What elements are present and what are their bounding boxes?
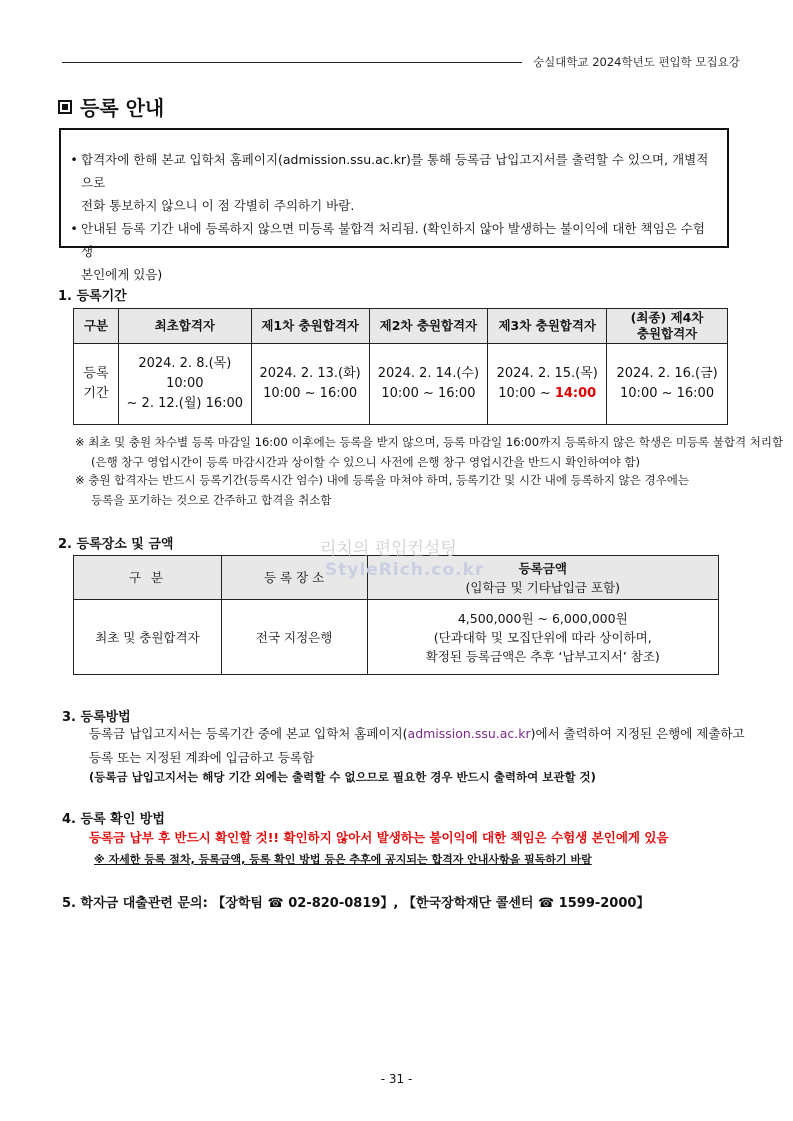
table-cell: 전국 지정은행: [221, 600, 367, 675]
section-4-heading: 4. 등록 확인 방법: [62, 812, 165, 827]
notice-item: • 합격자에 한해 본교 입학처 홈페이지(admission.ssu.ac.kr)를 통해 등록금 납입고지서를 출력할 수 있으며, 개별적으로: [70, 152, 709, 190]
section-2-heading: 2. 등록장소 및 금액: [58, 537, 174, 552]
notice-item-cont: 본인에게 있음): [81, 267, 163, 282]
watermark-text: 리치의 편입컨설팅: [320, 539, 457, 559]
section-3-heading: 3. 등록방법: [62, 710, 131, 725]
table-header-row: [74, 309, 728, 344]
table-cell: 4,500,000원 ~ 6,000,000원 (단과대학 및 모집단위에 따라 상이하며, 확정된 등록금액은 추후 ‘납부고지서’ 참조): [367, 600, 719, 675]
table-header: 제2차 충원합격자: [369, 309, 488, 344]
admission-link[interactable]: admission.ssu.ac.kr: [407, 726, 531, 741]
table-cell: 2024. 2. 8.(목) 10:00 ~ 2. 12.(월) 16:00: [118, 344, 251, 425]
section-1-heading: 1. 등록기간: [58, 289, 127, 304]
header-rule: [62, 62, 522, 63]
section-3-note: (등록금 납입고지서는 해당 기간 외에는 출력할 수 없으므로 필요한 경우 반드시 출력하여 보관할 것): [89, 770, 596, 784]
table-cell: 2024. 2. 14.(수) 10:00 ~ 16:00: [369, 344, 488, 425]
note-line: (은행 창구 영업시간이 등록 마감시간과 상이할 수 있으니 사전에 은행 창구 영업시간을 반드시 확인하여야 함): [91, 455, 640, 469]
registration-period-table: [73, 308, 728, 425]
table-cell: 2024. 2. 13.(화) 10:00 ~ 16:00: [251, 344, 369, 425]
table-header: 최초합격자: [118, 309, 251, 344]
square-bullet-icon: [58, 100, 72, 114]
note-line: 등록을 포기하는 것으로 간주하고 합격을 취소함: [91, 493, 332, 507]
table-cell: 최초 및 충원합격자: [74, 600, 222, 675]
running-title: 숭실대학교 2024학년도 편입학 모집요강: [533, 55, 740, 69]
table-row: [74, 600, 719, 675]
table-header: 등록금액 (입학금 및 기타납입금 포함): [367, 556, 719, 600]
page-title-text: 등록 안내: [80, 96, 165, 120]
notice-item: • 안내된 등록 기간 내에 등록하지 않으면 미등록 불합격 처리됨. (확인하지 않아 발생하는 불이익에 대한 책임은 수험생: [70, 221, 705, 259]
table-header: (최종) 제4차 충원합격자: [607, 309, 728, 344]
section-4-note: ※ 자세한 등록 절차, 등록금액, 등록 확인 방법 등은 추후에 공지되는 합격자 안내사항을 필독하기 바람: [94, 853, 592, 866]
table-header: 제3차 충원합격자: [488, 309, 607, 344]
section-5-contact: 5. 학자금 대출관련 문의: 【장학팀 ☎ 02-820-0819】, 【한국장학재단 콜센터 ☎ 1599-2000】: [62, 896, 650, 911]
notice-box: [59, 128, 729, 282]
deadline-highlight: 14:00: [554, 386, 597, 401]
table-header: 등 록 장 소: [221, 556, 367, 600]
table-header: 제1차 충원합격자: [251, 309, 369, 344]
note-line: ※ 최초 및 충원 차수별 등록 마감일 16:00 이후에는 등록을 받지 않으며, 등록 마감일 16:00까지 등록하지 않은 학생은 미등록 불합격 처리함: [75, 435, 784, 449]
section-4-warning: 등록금 납부 후 반드시 확인할 것!! 확인하지 않아서 발생하는 불이익에 대한 책임은 수험생 본인에게 있음: [89, 830, 669, 845]
table-cell: 2024. 2. 16.(금) 10:00 ~ 16:00: [607, 344, 728, 425]
table-header: 구 분: [74, 556, 222, 600]
section-3-line: 등록 또는 지정된 계좌에 입금하고 등록함: [89, 750, 315, 765]
table-row: [74, 344, 728, 425]
watermark-url: StyleRich.co.kr: [325, 560, 485, 580]
table-header: 구분: [74, 309, 119, 344]
page-number: - 31 -: [380, 1072, 413, 1086]
table-cell: 2024. 2. 15.(목) 10:00 ~ 14:00: [488, 344, 607, 425]
notice-item-cont: 전화 통보하지 않으니 이 점 각별히 주의하기 바람.: [81, 198, 355, 213]
section-3-line: 등록금 납입고지서는 등록기간 중에 본교 입학처 홈페이지(admission.ssu.ac.kr)에서 출력하여 지정된 은행에 제출하고: [89, 726, 745, 741]
note-line: ※ 충원 합격자는 반드시 등록기간(등록시간 엄수) 내에 등록을 마쳐야 하며, 등록기간 및 시간 내에 등록하지 않은 경우에는: [75, 473, 689, 487]
row-label: 등록 기간: [74, 344, 119, 425]
page-title: [58, 92, 164, 121]
